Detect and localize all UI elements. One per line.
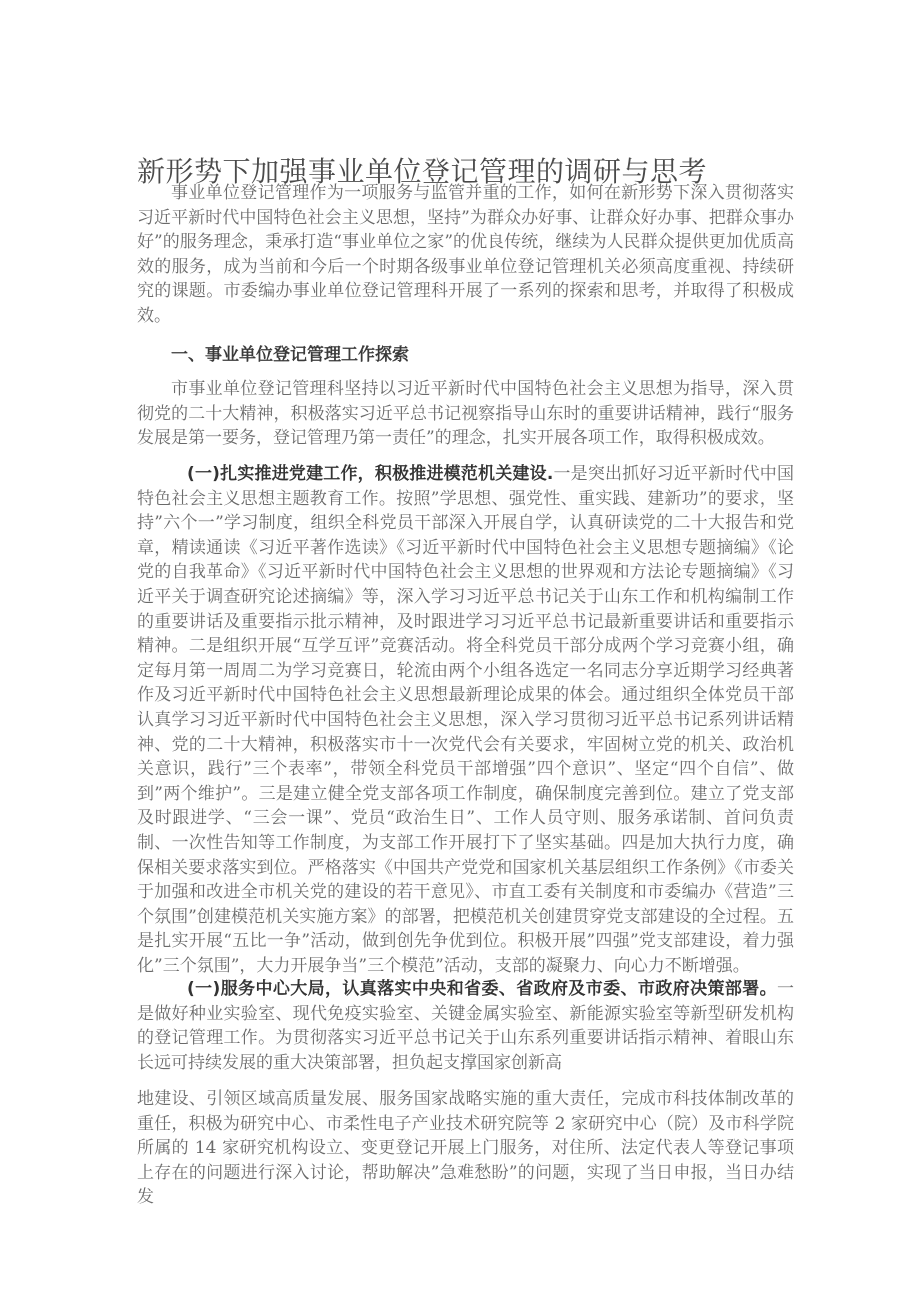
section-lead-paragraph: 市事业单位登记管理科坚持以习近平新时代中国特色社会主义思想为指导，深入贯彻党的二十大精神，积极落实习近平总书记视察指导山东时的重要讲话精神，践行“服务发展是第一要务，登记管理乃第一责任”的理念，扎实开展各项工作，取得积极成效。 xyxy=(137,379,794,449)
subsection-paragraph-1 xyxy=(137,462,794,978)
subsection-body-2: 一是做好种业实验室、现代免疫实验室、关键金属实验室、新能源实验室等新型研发机构的登记管理工作。为贯彻落实习近平总书记关于山东系列重要讲话指示精神、着眼山东长远可持续发展的重大决策部署，担负起支撑国家创新高 xyxy=(137,979,794,1073)
intro-paragraph: 事业单位登记管理作为一项服务与监管并重的工作，如何在新形势下深入贯彻落实习近平新时代中国特色社会主义思想，坚持”为群众办好事、让群众好办事、把群众事办好”的服务理念，秉承打造“事业单位之家”的优良传统，继续为人民群众提供更加优质高效的服务，成为当前和今后一个时期各级事业单位登记管理机关必须高度重视、持续研究的课题。市委编办事业单位登记管理科开展了一系列的探索和思考，并取得了积极成效。 xyxy=(137,183,794,326)
subsection-paragraph-2 xyxy=(137,977,794,1075)
subsection-heading-1: (一)扎实推进党建工作，积极推进模范机关建设. xyxy=(187,464,554,484)
subsection-heading-2: (一)服务中心大局，认真落实中央和省委、省政府及市委、市政府决策部署。 xyxy=(187,979,777,999)
continuation-paragraph: 地建设、引领区域高质量发展、服务国家战略实施的重大责任，完成市科技体制改革的重任，积极为研究中心、市柔性电子产业技术研究院等 2 家研究中心（院）及市科学院所属的 14 家研究机构设立、变更登记开展上门服务，对住所、法定代表人等登记事项上存在的问题进行深入讨论，帮助解决”急难愁盼”的问题，实现了当日申报，当日办结发 xyxy=(137,1089,794,1208)
document-title: 新形势下加强事业单位登记管理的调研与思考 xyxy=(137,154,708,188)
section-heading: 一、事业单位登记管理工作探索 xyxy=(171,345,409,365)
subsection-body-1: 一是突出抓好习近平新时代中国特色社会主义思想主题教育工作。按照”学思想、强党性、重实践、建新功”的要求，坚持”六个一”学习制度，组织全科党员干部深入开展自学，认真研读党的二十大报告和党章，精读通读《习近平著作选读》《习近平新时代中国特色社会主义思想专题摘编》《论党的自我革命》《习近平新时代中国特色社会主义思想的世界观和方法论专题摘编》《习近平关于调查研究论述摘编》等，深入学习习近平总书记关于山东工作和机构编制工作的重要讲话及重要指示批示精神，及时跟进学习习近平总书记最新重要讲话和重要指示精神。二是组织开展“互学互评”竞赛活动。将全科党员干部分成两个学习竞赛小组，确定每月第一周周二为学习竞赛日，轮流由两个小组各选定一名同志分享近期学习经典著作及习近平新时代中国特色社会主义思想最新理论成果的体会。通过组织全体党员干部认真学习习近平新时代中国特色社会主义思想，深入学习贯彻习近平总书记系列讲话精神、党的二十大精神，积极落实市十一次党代会有关要求，牢固树立党的机关、政治机关意识，践行”三个表率”，带领全科党员干部增强”四个意识”、坚定“四个自信”、做到”两个维护”。三是建立健全党支部各项工作制度，确保制度完善到位。建立了党支部及时跟进学、“三会一课”、党员“政治生日”、工作人员守则、服务承诺制、首问负责制、一次性告知等工作制度，为支部工作开展打下了坚实基础。四是加大执行力度，确保相关要求落实到位。严格落实《中国共产党党和国家机关基层组织工作条例》《市委关于加强和改进全市机关党的建设的若干意见》、市直工委有关制度和市委编办《营造”三个氛围”创建模范机关实施方案》的部署，把模范机关创建贯穿党支部建设的全过程。五是扎实开展“五比一争”活动，做到创先争优到位。积极开展”四强”党支部建设，着力强化”三个氛围”，大力开展争当”三个模范”活动，支部的凝聚力、向心力不断增强。 xyxy=(137,464,795,976)
